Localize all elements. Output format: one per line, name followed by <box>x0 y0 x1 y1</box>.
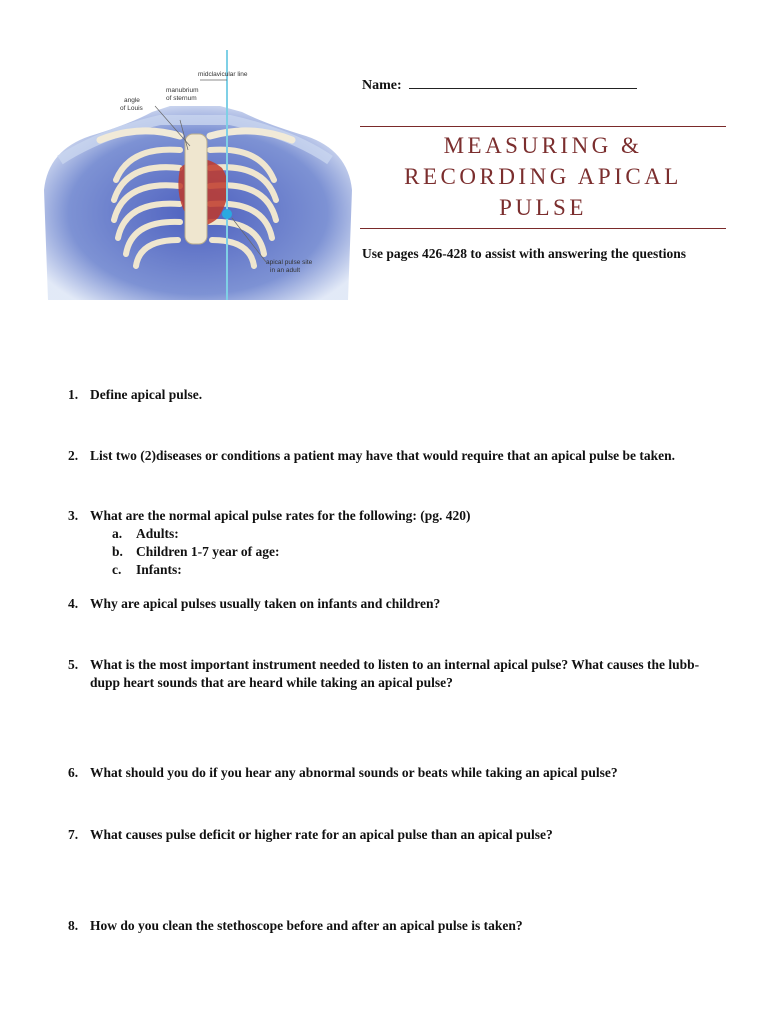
question-8 <box>68 917 728 935</box>
sub-item-children <box>112 543 728 561</box>
chest-anatomy-illustration <box>30 50 360 305</box>
question-number: 2. <box>68 448 79 463</box>
question-text: What should you do if you hear any abnormal sounds or beats while taking an apical pulse? <box>90 765 618 780</box>
label-midclavicular: midclavicular line <box>198 71 248 78</box>
sub-item-letter: c. <box>112 562 122 577</box>
label-manubrium: manubrium <box>166 87 199 94</box>
question-1 <box>68 386 728 404</box>
label-apical-site: apical pulse site <box>266 259 313 266</box>
label-in-adult: in an adult <box>270 267 300 274</box>
question-number: 1. <box>68 387 79 402</box>
question-text: List two (2)diseases or conditions a patient may have that would require that an apical pulse be taken. <box>90 448 676 463</box>
sub-item-text: Adults: <box>136 526 179 541</box>
question-number: 7. <box>68 827 79 842</box>
title-line-1: MEASURING & <box>443 133 643 158</box>
question-text: What causes pulse deficit or higher rate for an apical pulse than an apical pulse? <box>90 827 553 842</box>
title-line-3: PULSE <box>499 195 587 220</box>
question-5 <box>68 656 728 692</box>
question-text: Why are apical pulses usually taken on infants and children? <box>90 596 441 611</box>
question-text: What is the most important instrument needed to listen to an internal apical pulse? What causes the lubb-dupp heart sounds that are heard while taking an apical pulse? <box>90 657 700 690</box>
sub-item-letter: a. <box>112 526 123 541</box>
ribcage-diagram <box>30 50 360 305</box>
name-field[interactable] <box>362 76 637 94</box>
sub-item-infants <box>112 561 728 579</box>
name-blank-line[interactable] <box>409 76 637 89</box>
instructions-text: Use pages 426-428 to assist with answering the questions <box>362 246 687 261</box>
name-label: Name: <box>362 78 406 93</box>
question-number: 6. <box>68 765 79 780</box>
question-2 <box>68 447 728 465</box>
sub-item-adults <box>112 525 728 543</box>
title-bottom-rule <box>360 228 726 229</box>
sub-item-text: Infants: <box>136 562 182 577</box>
title-line-2: RECORDING APICAL <box>404 164 682 189</box>
title-top-rule <box>360 126 726 127</box>
question-number: 3. <box>68 508 79 523</box>
question-number: 5. <box>68 657 79 672</box>
question-3 <box>68 507 728 579</box>
question-7 <box>68 826 728 844</box>
sub-item-text: Children 1-7 year of age: <box>136 544 280 559</box>
question-text: How do you clean the stethoscope before and after an apical pulse is taken? <box>90 918 523 933</box>
question-number: 4. <box>68 596 79 611</box>
sub-item-letter: b. <box>112 544 123 559</box>
page-title <box>360 130 726 223</box>
label-of-louis: of Louis <box>120 105 143 112</box>
question-text: What are the normal apical pulse rates for the following: (pg. 420) <box>90 508 471 523</box>
question-4 <box>68 595 728 613</box>
question-text: Define apical pulse. <box>90 387 203 402</box>
question-6 <box>68 764 728 782</box>
label-of-sternum: of sternum <box>166 95 197 102</box>
question-number: 8. <box>68 918 79 933</box>
label-angle: angle <box>124 97 140 104</box>
